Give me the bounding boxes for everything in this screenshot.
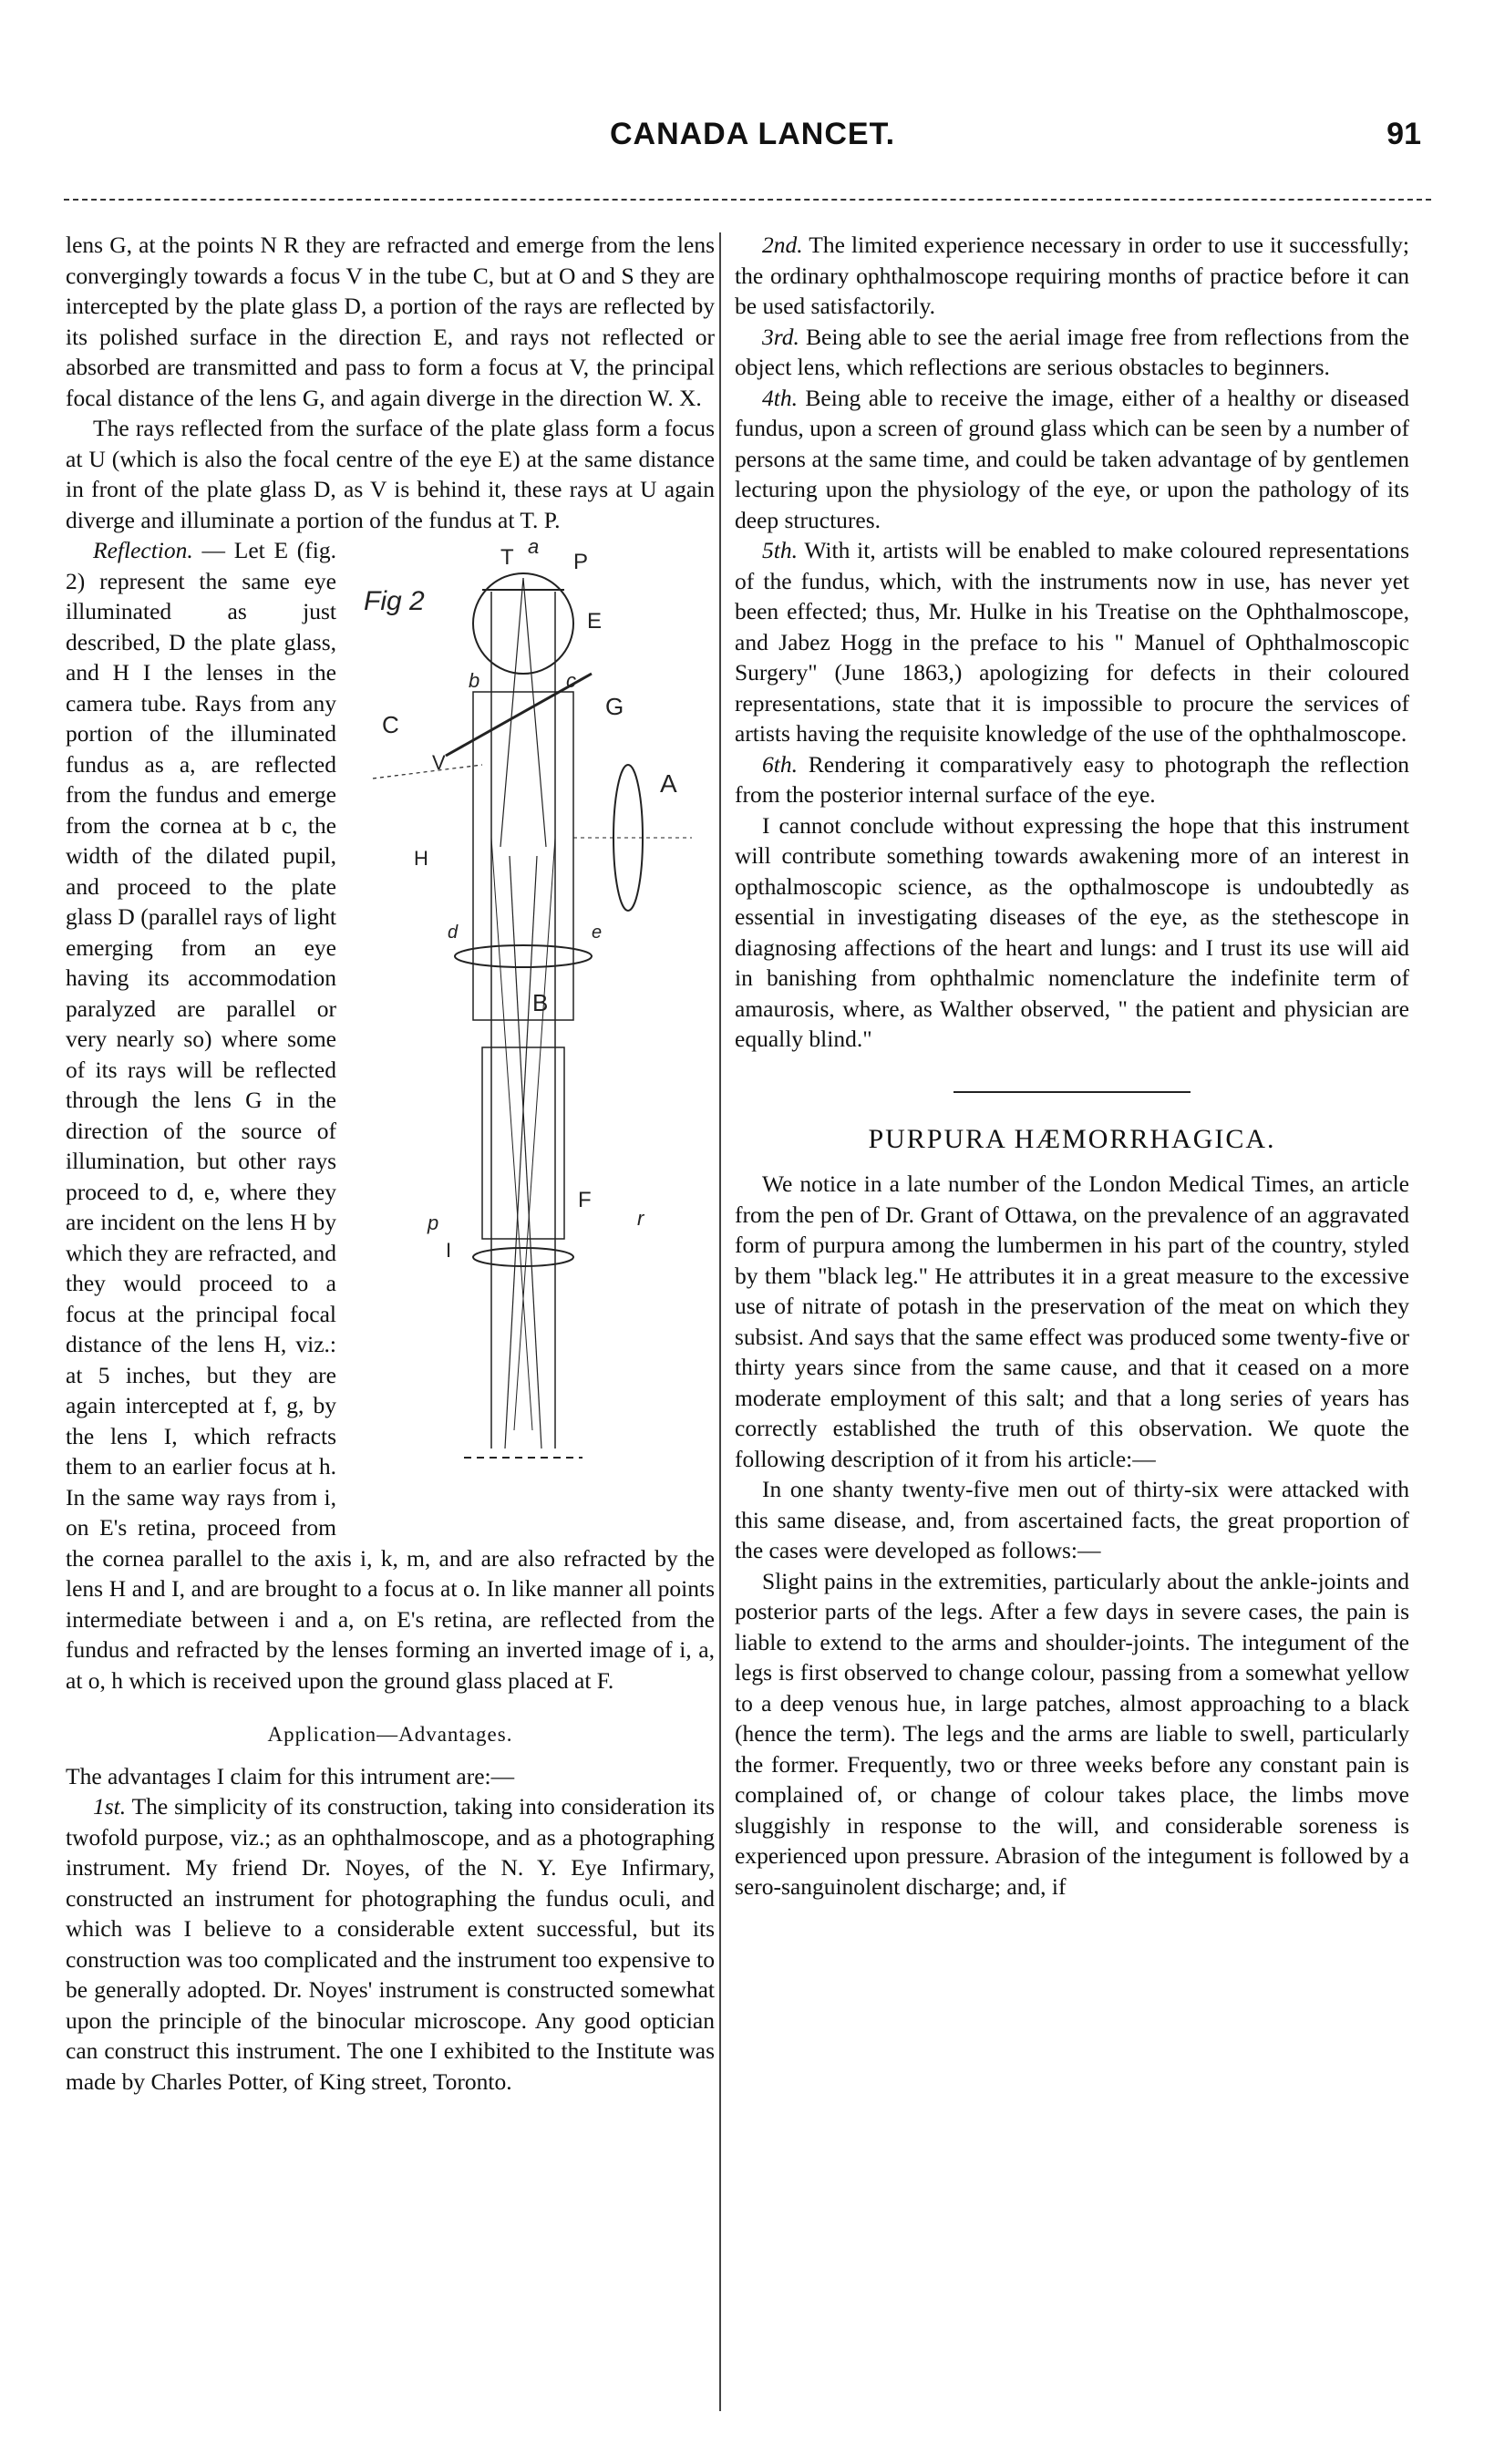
paragraph: I cannot conclude without expressing the hope that this instrument will contribute something towards awakening more of an interest in opthalmoscopic science, as the opthalmoscope is undoubtedly as essential in investigating diseases of the eye, as the stethescope in diagnosing affections of the heart and lungs: and I trust its use will aid in banishing from ophthalmic nomenclature the indefinite term of amaurosis, where, as Walther observed, " the patient and physician are equally blind." (735, 811, 1409, 1052)
label-d: d (448, 923, 459, 943)
paragraph: The rays reflected from the surface of the plate glass form a focus at U (which is also the focal centre of the eye E) at the same distance in front of the plate glass D, as V is behind it, these rays at U again diverge and illuminate a portion of the fundus at T. P. (66, 415, 715, 533)
paragraph-text: The simplicity of its construction, taking into consideration its twofold purpose, viz.; as an ophthalmoscope, and as a photographing instrument. My friend Dr. Noyes, of the N. Y. Eye Infirmary, constructed an instrument for photographing the fundus oculi, and which was I believe to a considerable extent successful, but its construction was too complicated and the instrument too expensive to be generally adopted. Dr. Noyes' instrument is constructed somewhat upon the principle of the binocular microscope. Any good optician can construct this instrument. The one I exhibited to the Institute was made by Charles Potter, of King street, Toronto. (66, 1793, 715, 2095)
run-in-heading: 3rd. (762, 323, 799, 350)
lens-i (473, 1248, 573, 1266)
paragraph-text: With it, artists will be enabled to make coloured representations of the fundus, which, with the instruments now in use, has never yet been effected; thus, Mr. Hulke in his Treatise on the Ophthalmoscope, and Jabez Hogg in the preface to his " Manuel of Ophthalmoscopic Surgery" (June 1863,) apologizing for defects in their coloured representations, state that it is impossible to procure the services of artists having the requisite knowledge of the use of the ophthalmoscope. (735, 537, 1409, 747)
paragraph (735, 749, 1409, 810)
label-g: G (605, 693, 624, 720)
paragraph: Slight pains in the extremities, particularly about the ankle-joints and posterior parts of the legs. After a few days in severe cases, the pain is liable to extend to the arms and shoulder-joints. The integument of the legs is first observed to change colour, passing from a somewhat yellow to a deep venous hue, in large patches, almost approaching to a black (hence the term). The legs and the arms are liable to swell, particularly the former. Frequently, two or three weeks before any constant pain is complained of, or change of colour takes place, the limbs move sluggishly in response to the will, and considerable soreness is experienced upon pressure. Abrasion of the integument is followed by a sero-sanguinolent discharge; and, if (735, 1567, 1409, 1900)
paragraph (66, 1791, 715, 2097)
page-number: 91 (1386, 117, 1421, 151)
label-i: I (446, 1239, 452, 1262)
paragraph-text: Being able to receive the image, either of a healthy or diseased fundus, upon a screen of ground glass which can be seen by a number of persons at the same time, and could be taken advantage of by gentlemen lecturing upon the physiology of the eye, or upon the pathology of its deep structures. (735, 384, 1409, 533)
run-in-heading: 5th. (762, 537, 798, 563)
paragraph: The advantages I claim for this intrument are:— (66, 1762, 515, 1789)
label-c: c (566, 669, 576, 692)
ray-line (373, 765, 482, 778)
header-rule (64, 199, 1431, 201)
eye-circle (473, 573, 573, 674)
run-in-heading: Reflection. (93, 537, 193, 563)
section-subheading: Application—Advantages. (267, 1723, 513, 1746)
run-in-heading: 6th. (762, 750, 798, 778)
label-a: a (528, 537, 540, 558)
paragraph: lens G, at the points N R they are refracted and emerge from the lens convergingly towards a focus V in the tube C, but at O and S they are intercepted by the plate glass D, a portion of the rays are reflected by its polished surface in the direction E, and rays not reflected or absorbed are transmitted and pass to form a focus at V, the principal focal distance of the lens G, and again diverge in the direction W. X. (66, 232, 715, 411)
ray-diagram (345, 537, 715, 1521)
paragraph: We notice in a late number of the London Medical Times, an article from the pen of Dr. Grant of Ottawa, on the prevalence of an aggravated form of purpura among the lumbermen in his part of the country, styled by them "black leg." He attributes it in a great measure to the excessive use of nitrate of potash in the preservation of the meat on which they subsist. And says that the same effect was produced some twenty-five or thirty years since from the same cause, and that it ceased on a more moderate employment of this salt; and that a long series of years has correctly established the truth of this observation. We quote the following description of it from his article:— (735, 1170, 1409, 1472)
figure-caption: Fig 2 (364, 586, 425, 616)
label-b-tube: B (532, 989, 549, 1016)
label-h: H (414, 847, 428, 870)
paragraph: In one shanty twenty-five men out of thirty-six were attacked with this same disease, and, from ascertained facts, the great proportion of the cases were developed as follows:— (735, 1476, 1409, 1563)
run-in-heading: 4th. (762, 384, 798, 411)
run-in-heading: 2nd. (762, 232, 803, 258)
label-t: T (500, 545, 514, 570)
lens-h (455, 945, 592, 967)
label-r: r (637, 1207, 644, 1230)
ray-line (514, 838, 555, 1430)
column-divider (719, 232, 721, 2411)
paragraph (735, 230, 1409, 322)
running-head (0, 117, 1505, 171)
paragraph-text: The limited experience necessary in order to use it successfully; the ordinary ophthalmoscope requiring months of practice before it can be used satisfactorily. (735, 232, 1409, 319)
label-e: E (587, 609, 603, 634)
section-rule (954, 1091, 1191, 1093)
ray-line (500, 578, 523, 847)
label-a-lens: A (660, 769, 677, 798)
right-column (735, 230, 1409, 1902)
ray-line (491, 838, 532, 1430)
label-p: P (573, 550, 589, 574)
camera-tube (473, 692, 573, 1020)
label-e-small: e (592, 923, 603, 943)
section-title: PURPURA HÆMORRHAGICA. (868, 1123, 1276, 1154)
journal-title: CANADA LANCET. (609, 117, 896, 151)
paragraph (735, 383, 1409, 536)
paragraph-text: Rendering it comparatively easy to photograph the reflection from the posterior internal surface of the eye. (735, 750, 1409, 808)
paragraph (735, 535, 1409, 749)
label-f: F (578, 1188, 592, 1212)
label-p-lower: p (428, 1211, 439, 1234)
label-b: b (469, 669, 480, 692)
paragraph-text: — Let E (fig. 2) represent the same eye illuminated as just described, D the plate glass, and H I the lenses in the camera tube. Rays from any portion of the illuminated fundus as a, are reflected from the fundus and emerge from the cornea at b c, the width of the dilated pupil, and proceed to the plate glass D (parallel rays of light emerging from an eye having its accommodation paralyzed are parallel or very nearly so) where some of its rays will be reflected through the lens G in the direction of the source of illumination, but other rays proceed to d, e, where they are incident on the lens H by which they are refracted, and they would proceed to a focus at the principal focal distance of the lens H, viz.: at 5 inches, but they are again intercepted at f, g, by the lens I, which refracts them to an earlier focus at h. In the same way rays from i, on E's retina, proceed from the cornea parallel to the axis i, k, m, and are also refracted by the lens H and I, and are brought to a focus at o. In like manner all points intermediate between i and a, on E's retina, are reflected from the fundus and refracted by the lenses forming an inverted image of i, a, at o, h which is received upon the ground glass placed at F. (66, 537, 715, 1694)
run-in-heading: 1st. (93, 1793, 127, 1820)
paragraph-text: Being able to see the aerial image free from reflections from the object lens, which reflections are serious obstacles to beginners. (735, 323, 1409, 380)
label-c-tube: C (382, 711, 399, 738)
ray-line (523, 578, 546, 847)
inner-tube (482, 1047, 564, 1239)
left-column (66, 230, 715, 2097)
paragraph (735, 322, 1409, 383)
label-v: V (432, 751, 446, 774)
optics-diagram-figure (345, 537, 715, 1521)
